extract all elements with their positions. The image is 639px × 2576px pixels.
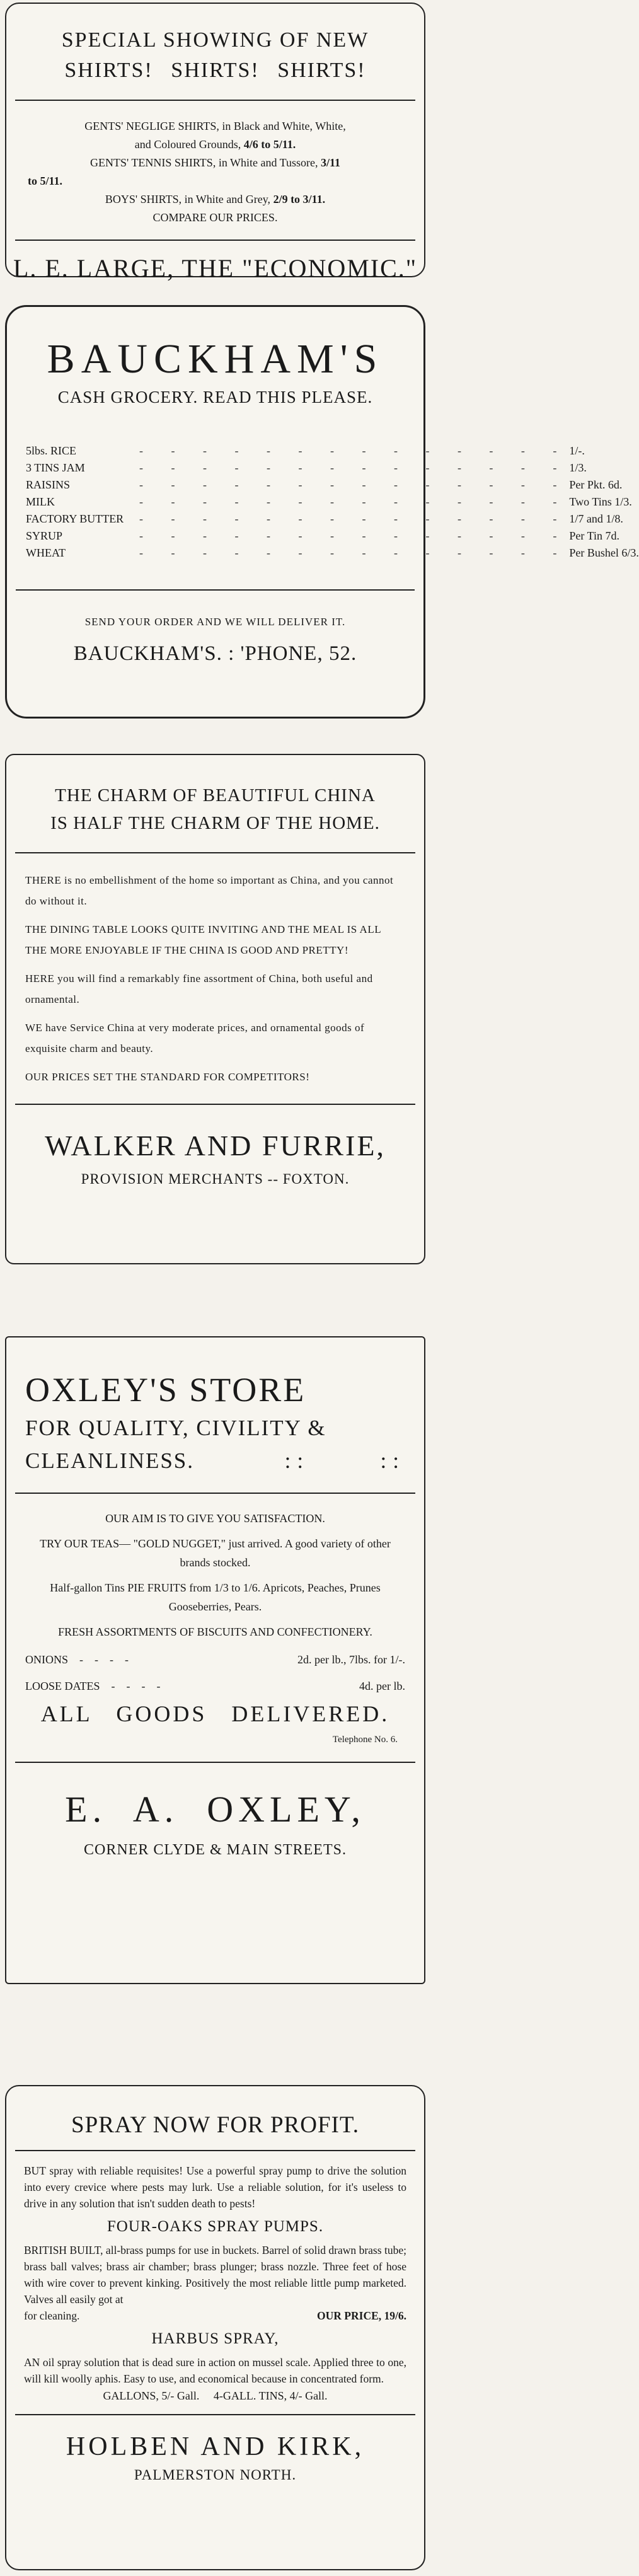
ad2-footer: BAUCKHAM'S. : 'PHONE, 52. [73,642,357,665]
ad3-rule-top [15,852,415,853]
ad4-tagline-line1: FOR QUALITY, CIVILITY & [25,1416,326,1440]
ad5-rule-top [15,2150,415,2151]
ad5-rule-bottom [15,2414,415,2415]
ad2-price-value: Per Bushel 6/3. [569,546,639,559]
ad3-para4: WE have Service China at very moderate prices, and ornamental goods of exquisite charm and beauty. [25,1022,365,1054]
ad5-price: OUR PRICE, 19/6. [317,2309,406,2322]
ad4-onions-row [25,1650,405,1669]
ad3-para1: THERE is no embellishment of the home so important as China, and you cannot do without it. [25,874,394,907]
ad2-subheading: CASH GROCERY. READ THIS PLEASE. [57,388,373,407]
ad3-para2: THE DINING TABLE LOOKS QUITE INVITING AND THE MEAL IS ALL THE MORE ENJOYABLE IF THE CHINA IS GOOD AND PRETTY! [25,923,381,956]
ad5-gallons: GALLONS, 5/- Gall. 4-GALL. TINS, 4/- Gall. [103,2389,328,2402]
ad4-tagline [25,1412,405,1477]
ad2-price-leader: - - - - - - - - - - - - - - [139,529,570,542]
ad2-price-leader: - - - - - - - - - - - - - - [139,512,570,525]
ad2-price-list [26,442,639,562]
ad2-price-row [26,545,639,562]
ad3-headline [18,782,413,837]
ad2-price-item: RAISINS [26,478,71,491]
ad1-body [28,117,403,227]
ad1-headline [19,25,412,86]
ad2-price-value: 1/-. [569,444,585,457]
ad5-price-row [24,2307,406,2324]
ad2-price-item: MILK [26,495,55,508]
ad1-line3-text: GENTS' TENNIS SHIRTS, in White and Tussore, [89,156,321,169]
ad4-rule-top [15,1493,415,1494]
ad2-price-row [26,459,587,477]
ad1-headline-line2: SHIRTS! SHIRTS! SHIRTS! [64,59,366,82]
ad1-line2 [28,136,403,154]
ad4-delivered: ALL GOODS DELIVERED. [40,1701,390,1726]
ad-large-shirts [5,3,425,282]
ad5-town: PALMERSTON NORTH. [134,2467,297,2483]
ad2-price-item: WHEAT [26,546,66,559]
ad2-price-value: Per Tin 7d. [569,529,619,542]
ad4-owner: E. A. OXLEY, [65,1789,366,1830]
ad4-dates-label: LOOSE DATES - - - - [25,1680,161,1692]
ad4-rule-bottom [15,1762,415,1763]
ad2-rule [16,589,415,591]
ad2-price-item: 3 TINS JAM [26,461,85,474]
ad4-para1: OUR AIM IS TO GIVE YOU SATISFACTION. [105,1512,325,1525]
ad2-price-row [26,528,619,545]
ad-holben-kirk [5,2085,425,2570]
ad5-brand: HOLBEN AND KIRK, [66,2432,365,2461]
ad1-line5-text: BOYS' SHIRTS, in White and Grey, [105,193,273,205]
ad1-compare: COMPARE OUR PRICES. [153,211,278,224]
ad-walker-furrie [5,754,425,1264]
ad1-line3-price: 3/11 [321,156,341,169]
ad5-subheading-harbus: HARBUS SPRAY, [151,2330,279,2347]
ad1-footer: L. E. LARGE, THE "ECONOMIC." [13,254,418,282]
ad2-price-leader: - - - - - - - - - - - - - - [139,444,570,457]
ad2-price-item: SYRUP [26,529,63,542]
ad5-subheading-pumps: FOUR-OAKS SPRAY PUMPS. [106,2218,324,2235]
ad1-line4-price: to 5/11. [28,175,63,187]
ad2-price-row [26,511,623,528]
ad4-para2: TRY OUR TEAS— "GOLD NUGGET," just arrived. A good variety of other brands stocked. [40,1537,391,1569]
ad4-brand: OXLEY'S STORE [25,1371,306,1409]
ad4-cleanliness: CLEANLINESS. [25,1448,195,1473]
ad2-send-order: SEND YOUR ORDER AND WE WILL DELIVER IT. [84,616,346,628]
ad3-subheading: PROVISION MERCHANTS -- FOXTON. [81,1171,350,1187]
ad3-headline-line1: THE CHARM OF BEAUTIFUL CHINA [55,785,376,806]
ad2-price-leader: - - - - - - - - - - - - - - [139,461,570,474]
ad5-headline: SPRAY NOW FOR PROFIT. [71,2112,359,2138]
ad1-line2-text: and Coloured Grounds, [134,138,244,151]
ad4-separator: :: :: [284,1448,405,1473]
ad1-line3 [28,154,403,172]
ad1-line1: GENTS' NEGLIGE SHIRTS, in Black and White, White, [84,120,346,132]
ad5-para3: AN oil spray solution that is dead sure in action on mussel scale. Applied three to one, will kill woolly aphis. Easy to use, and economical because in concentrated form. [24,2356,406,2385]
ad2-price-row [26,477,623,494]
ad1-rule-bottom [15,240,415,241]
ad1-line5 [28,190,403,209]
ad4-onions-label: ONIONS - - - - [25,1653,129,1666]
ad2-price-value: 1/3. [569,461,587,474]
ad2-price-leader: - - - - - - - - - - - - - - [139,478,570,491]
ad4-address: CORNER CLYDE & MAIN STREETS. [84,1842,347,1858]
ad2-price-leader: - - - - - - - - - - - - - - [139,546,570,559]
ad2-price-leader: - - - - - - - - - - - - - - [139,495,570,508]
ad2-price-value: Per Pkt. 6d. [569,478,623,491]
ad3-para5: OUR PRICES SET THE STANDARD FOR COMPETITORS! [25,1071,310,1083]
ad1-line5-price: 2/9 to 3/11. [273,193,326,205]
ad2-brand: BAUCKHAM'S [47,336,384,382]
ad-oxleys-store [5,1336,425,1984]
ad2-price-item: FACTORY BUTTER [26,512,124,525]
ad4-para3: Half-gallon Tins PIE FRUITS from 1/3 to 1/6. Apricots, Peaches, Prunes Gooseberries, Pears. [50,1581,381,1613]
ad4-dates-price: 4d. per lb. [359,1680,405,1692]
ad2-price-value: 1/7 and 1/8. [569,512,623,525]
ad-bauckhams [5,305,639,719]
ad1-headline-line1: SPECIAL SHOWING OF NEW [61,28,369,52]
ad5-para1: BUT spray with reliable requisites! Use a powerful spray pump to drive the solution into every crevice where pests may lurk. Use a reliable solution, for it's useless to drive in any solution that isn't sudden death to pests! [24,2164,406,2210]
ad3-rule-bottom [15,1104,415,1105]
ad4-para4: FRESH ASSORTMENTS OF BISCUITS AND CONFECTIONERY. [58,1626,372,1638]
ad3-brand: WALKER AND FURRIE, [45,1129,386,1162]
ad1-line4 [28,172,403,190]
ad2-price-row [26,494,632,511]
ad5-cleaning: for cleaning. [24,2309,80,2322]
ad2-price-row [26,442,585,459]
ad4-dates-row [25,1677,405,1695]
ad2-price-value: Two Tins 1/3. [569,495,632,508]
ad5-para2: BRITISH BUILT, all-brass pumps for use in buckets. Barrel of solid drawn brass tube; brass ball valves; brass air chamber; brass plunger; brass nozzle. Three feet of hose with wire cover to prevent kinking. Positively the most reliable little pump marketed. Valves all easily got at [24,2244,406,2306]
ad3-headline-line2: IS HALF THE CHARM OF THE HOME. [50,813,380,833]
ad2-price-item: 5lbs. RICE [26,444,77,457]
ad1-rule-top [15,100,415,101]
ad4-telephone: Telephone No. 6. [332,1735,398,1745]
ad4-onions-price: 2d. per lb., 7lbs. for 1/-. [297,1653,405,1666]
ad3-para3: HERE you will find a remarkably fine assortment of China, both useful and ornamental. [25,973,373,1005]
ad4-tagline-line2 [25,1445,405,1477]
ad1-line2-price: 4/6 to 5/11. [243,138,296,151]
